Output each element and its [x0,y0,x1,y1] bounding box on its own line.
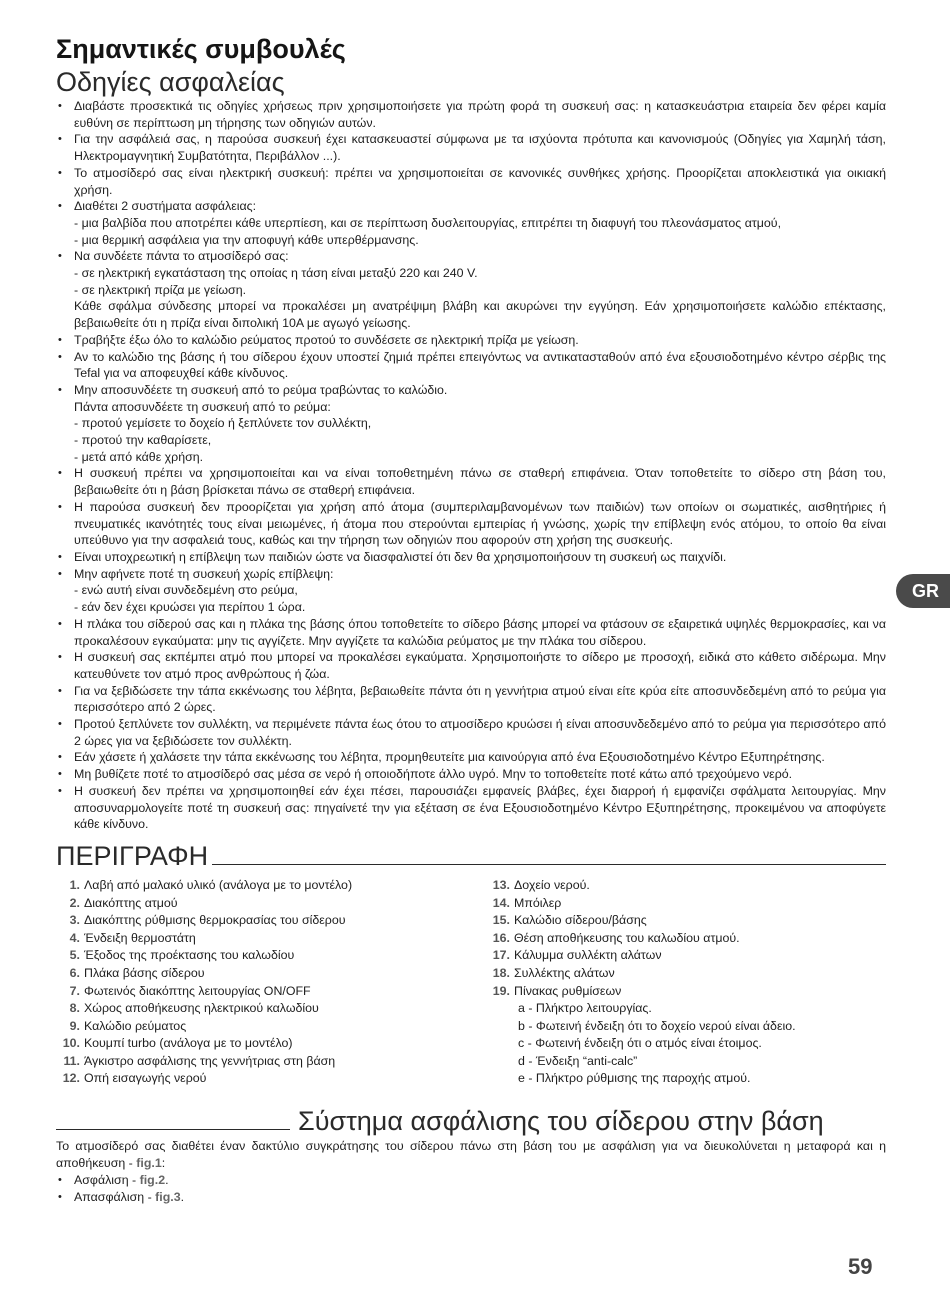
lock-section-title: Σύστημα ασφάλισης του σίδερου στην βάση [298,1106,824,1137]
description-header [56,837,886,871]
description-item [60,1070,490,1088]
safety-item [56,783,886,833]
safety-item [56,165,886,198]
safety-line: • Τραβήξτε έξω όλο το καλώδιο ρεύματος προτού το συνδέσετε σε ηλεκτρική πρίζα με γείωση. [74,332,579,347]
safety-item [56,382,886,466]
description-column-1 [56,877,490,1088]
safety-line: • Μην αφήνετε ποτέ τη συσκευή χωρίς επίβλεψη: [74,566,334,581]
safety-line: - εάν δεν έχει κρυώσει για περίπου 1 ώρα. [74,600,306,615]
safety-line: • Η συσκευή σας εκπέμπει ατμό που μπορεί να προκαλέσει εγκαύματα. Χρησιμοποιήστε το σίδερο με προσοχή, ειδικά στο κάθετο σιδέρωμα. Μην κατευθύνετε τον ατμό προς ανθρώπους ή ζώα. [74,650,886,681]
description-item-number: 7. [69,983,80,998]
description-item-text: Χώρος αποθήκευσης ηλεκτρικού καλωδίου [84,1001,319,1016]
description-item-number: 13. [492,877,510,892]
description-item-text: Πλάκα βάσης σίδερου [84,965,205,980]
safety-item [56,616,886,649]
description-item-text: Συλλέκτης αλάτων [514,965,615,980]
description-item-text: Ένδειξη θερμοστάτη [84,930,196,945]
safety-item [56,349,886,382]
safety-line: • Να συνδέετε πάντα το ατμοσίδερό σας: [74,249,289,264]
safety-line: • Το ατμοσίδερό σας είναι ηλεκτρική συσκευή: πρέπει να χρησιμοποιείται σε κανονικές συνθήκες χρήσης. Προορίζεται αποκλειστικά για οικιακή χρήση. [74,165,886,197]
safety-line: • Η συσκευή δεν πρέπει να χρησιμοποιηθεί εάν έχει πέσει, παρουσιάζει εμφανείς βλάβες, έχει διαρροή ή εμφανίζει σφάλματα λειτουργίας. Μην αποσυναρμολογείτε ποτέ τη συσκευή σας: πηγαίνετέ την για εξέταση σε ένα Εξουσιοδοτημένο Κέντρο Εξυπηρέτησης, προκειμένου να αποφύγετε κάθε κίνδυνο. [74,783,886,832]
safety-line: Πάντα αποσυνδέετε τη συσκευή από το ρεύμα: [74,399,331,414]
page-number: 59 [848,1254,873,1279]
description-item [60,983,490,1001]
safety-line: - μια βαλβίδα που αποτρέπει κάθε υπερπίεση, και σε περίπτωση δυσλειτουργίας, επιτρέπει τη διαφυγή του πλεονάσματος ατμού, [74,215,782,230]
safety-line: • Η συσκευή πρέπει να χρησιμοποιείται και να είναι τοποθετημένη πάνω σε σταθερή επιφάνεια. Όταν τοποθετείτε το σίδερο στη βάση του, βεβαιωθείτε ότι η βάση βρίσκεται πάνω σε σταθερή επιφάνεια. [74,466,886,498]
description-item [60,965,490,983]
description-item-number: 8. [69,1001,80,1016]
description-item-text: Διακόπτης ατμού [84,895,178,910]
description-item [60,930,490,948]
description-item [60,947,490,965]
description-item [60,895,490,913]
description-item-number: 3. [69,913,80,928]
description-item-text: Οπή εισαγωγής νερού [84,1071,207,1086]
description-item-number: 2. [69,895,80,910]
safety-item [56,549,886,566]
description-item [490,965,880,983]
description-item-number: 18. [492,965,510,980]
safety-item [56,465,886,498]
description-item [60,1053,490,1071]
description-item-text: Καλώδιο σίδερου/βάσης [514,913,647,928]
description-item [60,1018,490,1036]
description-item-text: Πίνακας ρυθμίσεων [514,983,622,998]
safety-line: - προτού την καθαρίσετε, [74,433,212,448]
lock-section-header [56,1102,886,1136]
description-list [56,877,886,1088]
safety-line: • Η πλάκα του σίδερού σας και η πλάκα της βάσης όπου τοποθετείτε το σίδερο βάσης μπορεί να φτάσουν σε εξαιρετικά υψηλές θερμοκρασίες, και να προκαλέσουν εγκαύματα: μην τις αγγίζετε. Μην αγγίζετε τα καλώδια ρεύματος με την πλάκα του σίδερου. [74,616,886,648]
lock-step: • Ασφάλιση - fig.2. [56,1172,886,1189]
safety-line: • Για να ξεβιδώσετε την τάπα εκκένωσης του λέβητα, βεβαιωθείτε πάντα ότι η γεννήτρια ατμού είναι είτε κρύα είτε αποσυνδεδεμένη από το ρεύμα για περισσότερο από 2 ώρες. [74,683,886,715]
lock-section-body [56,1138,886,1206]
safety-item [56,499,886,549]
description-item-number: 5. [69,948,80,963]
safety-item [56,131,886,164]
description-item-number: 10. [62,1036,80,1051]
page-content [56,32,886,1206]
safety-line: - ενώ αυτή είναι συνδεδεμένη στο ρεύμα, [74,583,298,598]
description-item [490,912,880,930]
description-item-number: 14. [492,895,510,910]
lock-steps [56,1172,886,1206]
safety-item [56,198,886,248]
description-item-number: 12. [62,1071,80,1086]
safety-item [56,248,886,332]
control-panel-subitem: b - Φωτεινή ένδειξη ότι το δοχείο νερού είναι άδειο. [518,1018,796,1033]
description-item-number: 6. [69,965,80,980]
safety-line: • Η παρούσα συσκευή δεν προορίζεται για χρήση από άτομα (συμπεριλαμβανομένων των παιδιών) των οποίων οι σωματικές, αισθητήριες ή πνευματικές ικανότητές τους είναι μειωμένες, ή άτομα που στερούνται εμπειρίας ή γνώσης, χωρίς την επίβλεψη ενός ατόμου, το οποίο θα είναι υπεύθυνο για την ασφαλειά τους, καθώς και την τήρηση των οδηγιών που αφορούν στη χρήση της συσκευής. [74,499,886,548]
description-item-text: Διακόπτης ρύθμισης θερμοκρασίας του σίδερου [84,913,346,928]
safety-item [56,749,886,766]
safety-item [56,566,886,616]
safety-line: • Είναι υποχρεωτική η επίβλεψη των παιδιών ώστε να διασφαλιστεί ότι δεν θα χρησιμοποιήσουν τη συσκευή ως παιχνίδι. [74,549,727,564]
safety-line: • Προτού ξεπλύνετε τον συλλέκτη, να περιμένετε πάντα έως ότου το ατμοσίδερο κρυώσει ή είναι αποσυνδεδεμένο από το ρεύμα για περισσότερο από 2 ώρες για να ξεβιδώσετε τον συλλέκτη. [74,717,886,748]
safety-line: - σε ηλεκτρική εγκατάσταση της οποίας η τάση είναι μεταξύ 220 και 240 V. [74,266,478,281]
safety-item [56,766,886,783]
unlock-step: • Απασφάλιση - fig.3. [56,1189,886,1206]
description-item [60,1000,490,1018]
safety-line: - μετά από κάθε χρήση. [74,449,204,464]
control-panel-subitem: e - Πλήκτρο ρύθμισης της παροχής ατμού. [518,1071,751,1086]
safety-line: • Διαθέτει 2 συστήματα ασφάλειας: [74,199,257,214]
description-item-number: 9. [69,1018,80,1033]
safety-line: • Εάν χάσετε ή χαλάσετε την τάπα εκκένωσης του λέβητα, προμηθευτείτε μια καινούργια από ένα Εξουσιοδοτημένο Κέντρο Εξυπηρέτησης. [74,750,825,765]
description-item [490,983,880,1001]
description-item [60,877,490,895]
safety-line: • Για την ασφάλειά σας, η παρούσα συσκευή έχει κατασκευαστεί σύμφωνα με τα ισχύοντα πρότυπα και κανονισμούς (Οδηγίες για Χαμηλή τάση, Ηλεκτρομαγνητική Συμβατότητα, Περιβάλλον ...). [74,132,886,164]
description-item [490,877,880,895]
control-panel-subitem: a - Πλήκτρο λειτουργίας. [518,1001,652,1016]
description-item-number: 19. [492,983,510,998]
lock-intro-text: Το ατμοσίδερό σας διαθέτει έναν δακτύλιο συγκράτησης του σίδερου πάνω στη βάση του με ασφάλιση για να διευκολύνεται η μεταφορά και η αποθήκευση - [56,1139,886,1171]
safety-line: • Διαβάστε προσεκτικά τις οδηγίες χρήσεως πριν χρησιμοποιήσετε για πρώτη φορά τη συσκευή σας: η κατασκευάστρια εταιρεία δεν φέρει καμία ευθύνη σε περίπτωση μη τήρησης των οδηγιών αυτών. [74,99,886,130]
description-item-text: Κάλυμμα συλλέκτη αλάτων [514,948,662,963]
description-item [60,1035,490,1053]
safety-item [56,716,886,749]
lock-intro [56,1138,886,1172]
description-item-number: 15. [492,913,510,928]
description-item-number: 16. [492,930,510,945]
safety-line: • Αν το καλώδιο της βάσης ή του σίδερου έχουν υποστεί ζημιά πρέπει επειγόντως να αντικατασταθούν από ένα εξουσιοδοτημένο κέντρο σέρβις της Tefal για να αποφευχθεί κάθε κίνδυνος. [74,349,886,381]
main-title: Σημαντικές συμβουλές [56,34,346,64]
safety-title: Οδηγίες ασφαλείας [56,67,285,97]
safety-line: - προτού γεμίσετε το δοχείο ή ξεπλύνετε τον συλλέκτη, [74,416,372,431]
safety-list [56,98,886,833]
description-item-number: 4. [69,930,80,945]
description-item-number: 17. [492,948,510,963]
description-item-text: Φωτεινός διακόπτης λειτουργίας ON/OFF [84,983,311,998]
lock-section-rule [56,1129,290,1130]
safety-item [56,683,886,716]
description-title: ΠΕΡΙΓΡΑΦΗ [56,840,209,871]
description-item-text: Λαβή από μαλακό υλικό (ανάλογα με το μοντέλο) [84,877,353,892]
description-item-number: 11. [63,1053,80,1068]
lock-intro-fig: fig.1 [136,1156,162,1171]
description-item-text: Κουμπί turbo (ανάλογα με το μοντέλο) [84,1036,293,1051]
control-panel-subitem: c - Φωτεινή ένδειξη ότι ο ατμός είναι έτοιμος. [518,1036,762,1051]
description-item [490,930,880,948]
safety-line: - σε ηλεκτρική πρίζα με γείωση. [74,282,247,297]
control-panel-subitem: d - Ένδειξη “anti-calc” [518,1053,638,1068]
description-item [490,895,880,913]
safety-item [56,332,886,349]
safety-item [56,98,886,131]
safety-line: • Μην αποσυνδέετε τη συσκευή από το ρεύμα τραβώντας το καλώδιο. [74,382,448,397]
description-item-text: Δοχείο νερού. [514,877,590,892]
description-item-text: Καλώδιο ρεύματος [84,1018,187,1033]
description-item-text: Θέση αποθήκευσης του καλωδίου ατμού. [514,930,740,945]
description-rule [212,864,886,865]
description-column-2 [490,877,880,1088]
safety-line: Κάθε σφάλμα σύνδεσης μπορεί να προκαλέσει μη ανατρέψιμη βλάβη και ακυρώνει την εγγύηση. Εάν χρησιμοποιήσετε καλώδιο επέκτασης, βεβαιωθείτε ότι η πρίζα είναι διπολική 10A με αγωγό γείωσης. [74,299,886,331]
description-item-text: Έξοδος της προέκτασης του καλωδίου [84,948,295,963]
lock-intro-end: : [161,1156,166,1171]
safety-line: - μια θερμική ασφάλεια για την αποφυγή κάθε υπερθέρμανσης. [74,232,419,247]
description-item [60,912,490,930]
description-item-number: 1. [69,877,80,892]
description-item-text: Μπόιλερ [514,895,562,910]
safety-item [56,649,886,682]
safety-line: • Μη βυθίζετε ποτέ το ατμοσίδερό σας μέσα σε νερό ή οποιοδήποτε άλλο υγρό. Μην το τοποθετείτε ποτέ κάτω από τρεχούμενο νερό. [74,767,793,782]
language-tab: GR [896,574,950,608]
description-item [490,947,880,965]
description-item-text: Άγκιστρο ασφάλισης της γεννήτριας στη βάση [84,1053,336,1068]
